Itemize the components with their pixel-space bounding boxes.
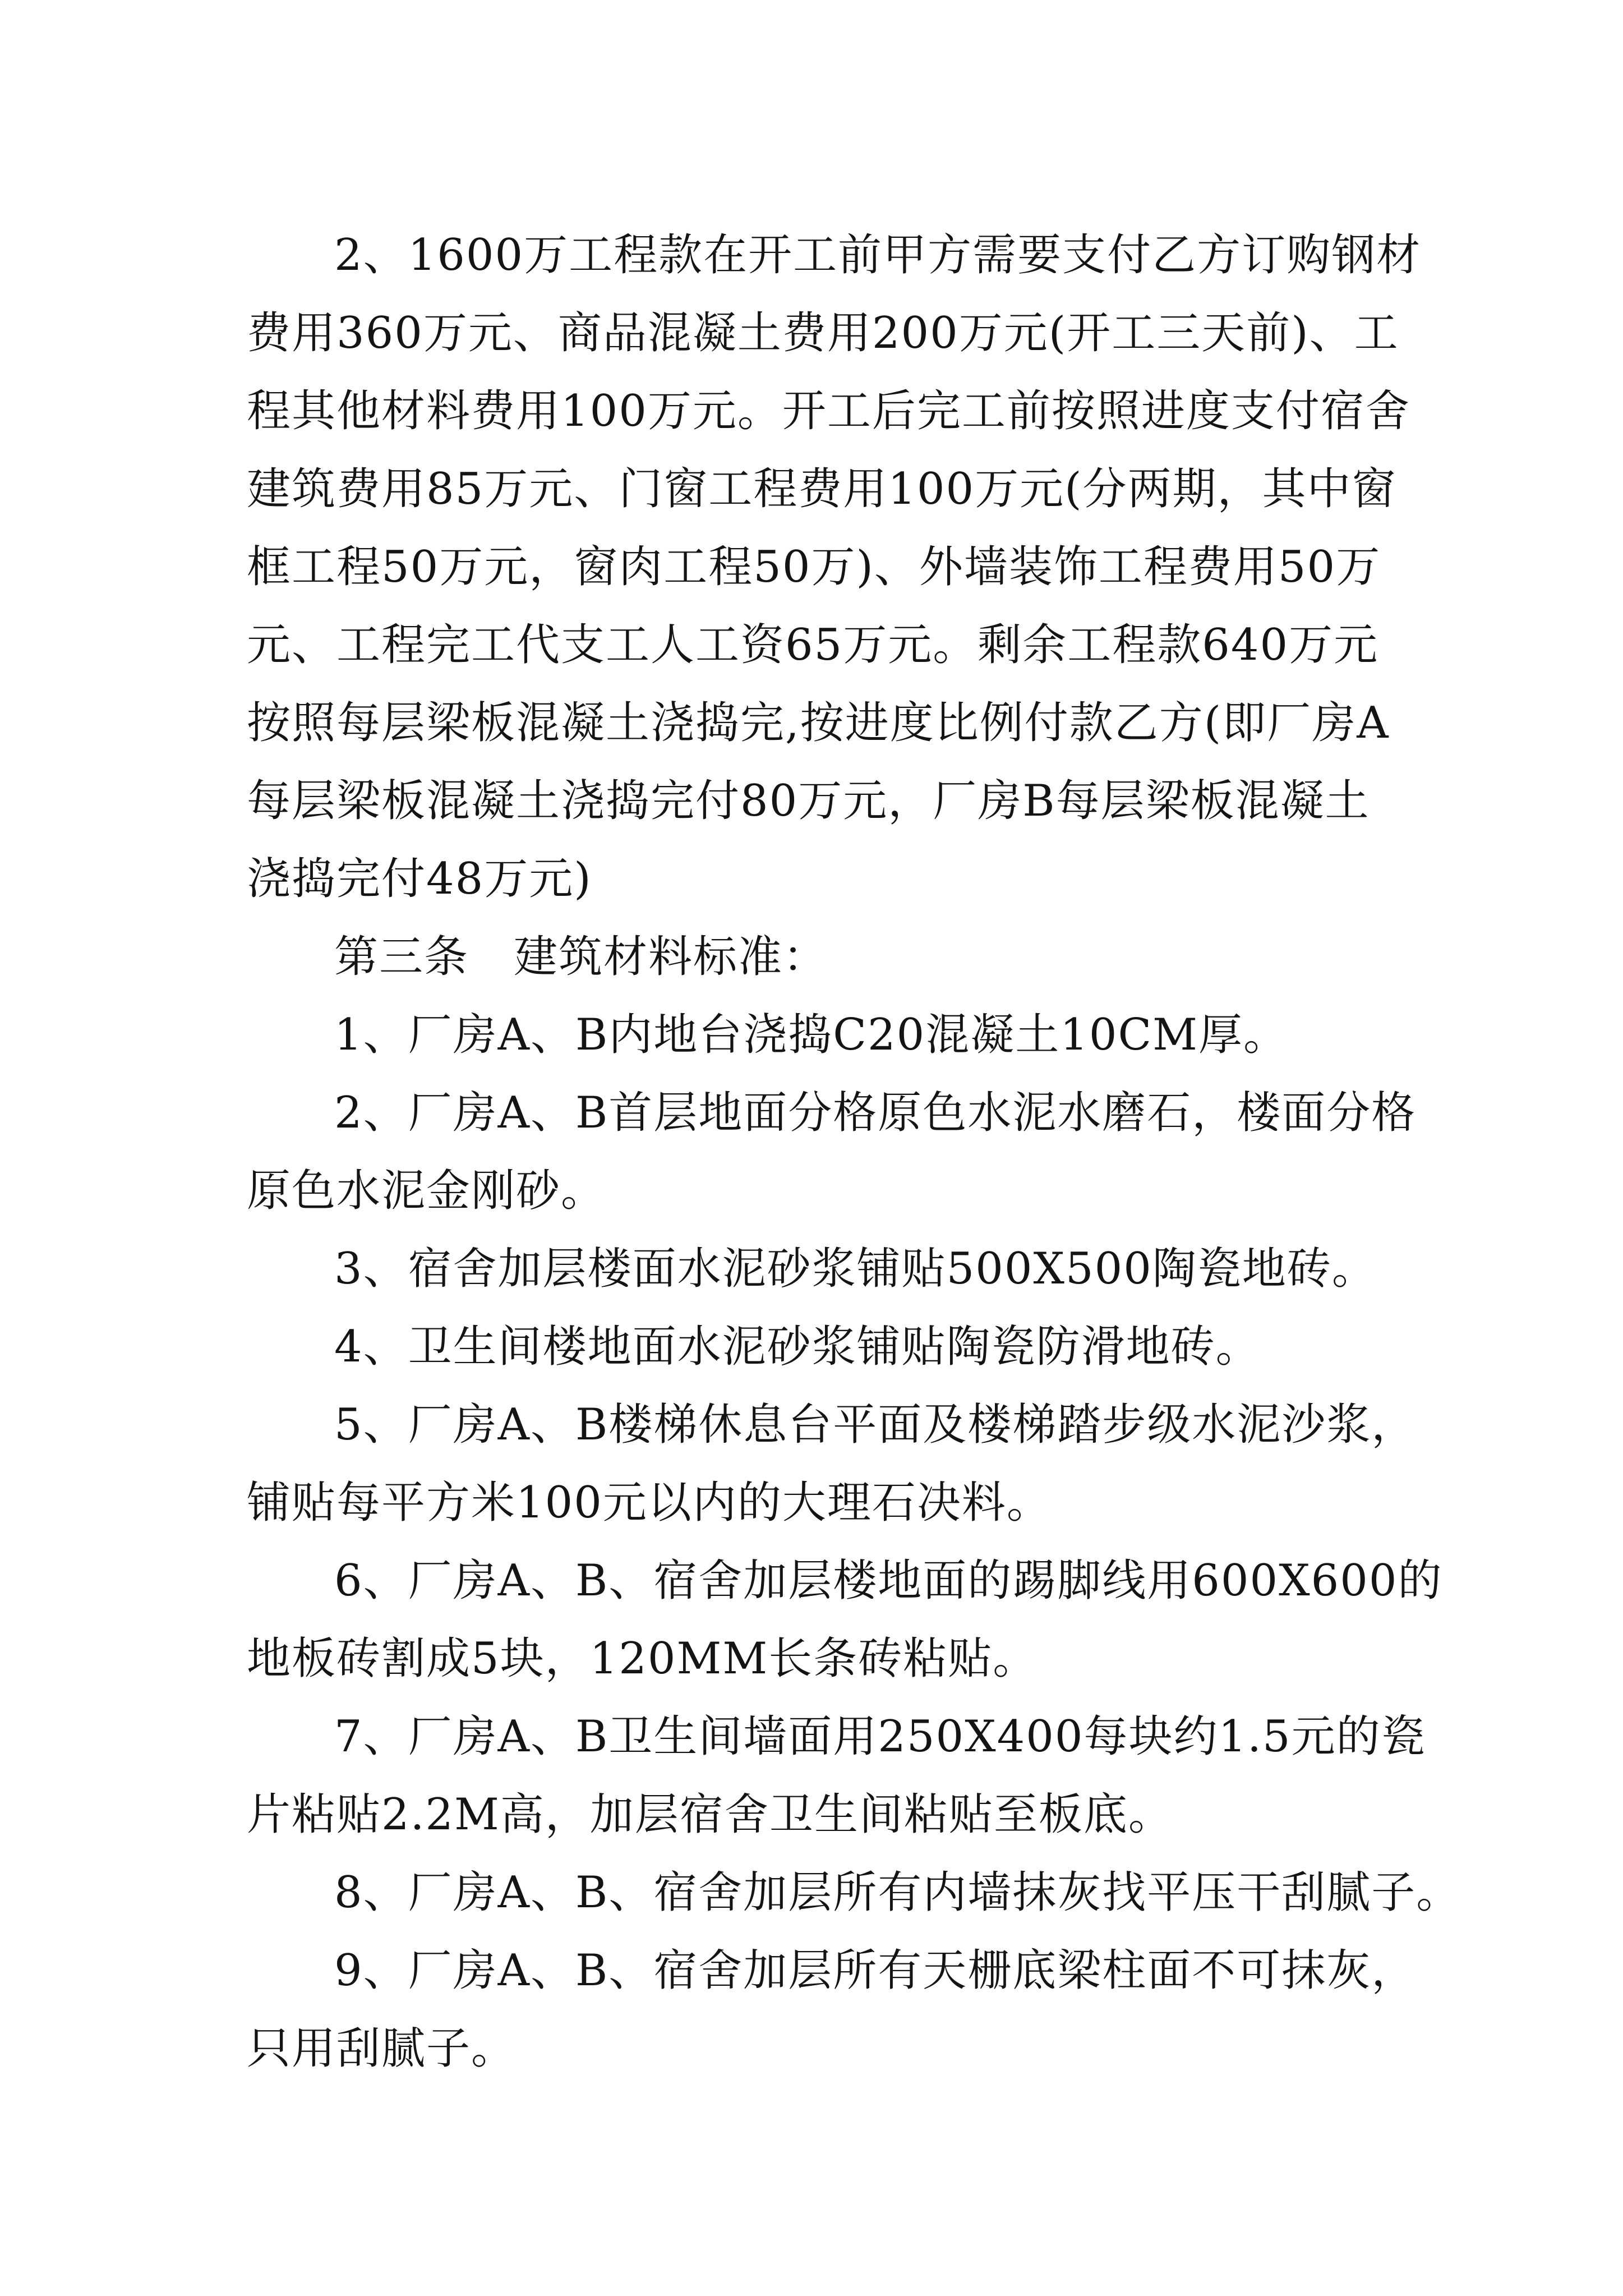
- item-6-line-1: 6、厂房A、B、宿舍加层楼地面的踢脚线用600X600的: [334, 1556, 1443, 1606]
- item-6-line-2: 地板砖割成5块，120MM长条砖粘贴。: [247, 1634, 1038, 1684]
- item-1-line-1: 1、厂房A、B内地台浇捣C20混凝土10CM厚。: [334, 1010, 1289, 1060]
- paragraph-line-2: 费用360万元、商品混凝土费用200万元(开工三天前)、工: [247, 308, 1399, 358]
- item-3-line-1: 3、宿舍加层楼面水泥砂浆铺贴500X500陶瓷地砖。: [334, 1244, 1377, 1294]
- paragraph-line-1: 2、1600万工程款在开工前甲方需要支付乙方订购钢材: [334, 230, 1422, 280]
- item-9-line-2: 只用刮腻子。: [247, 2023, 517, 2074]
- paragraph-line-4: 建筑费用85万元、门窗工程费用100万元(分两期，其中窗: [247, 464, 1397, 514]
- paragraph-line-6: 元、工程完工代支工人工资65万元。剩余工程款640万元: [247, 620, 1379, 670]
- item-2-line-1: 2、厂房A、B首层地面分格原色水泥水磨石，楼面分格: [334, 1088, 1417, 1138]
- paragraph-line-7: 按照每层梁板混凝土浇捣完,按进度比例付款乙方(即厂房A: [247, 698, 1390, 748]
- item-5-line-1: 5、厂房A、B楼梯休息台平面及楼梯踏步级水泥沙浆，: [334, 1400, 1417, 1450]
- document-body: [247, 217, 1461, 2088]
- section-heading: 第三条 建筑材料标准：: [334, 932, 828, 982]
- paragraph-line-5: 框工程50万元，窗肉工程50万)、外墙装饰工程费用50万: [247, 542, 1381, 592]
- paragraph-line-8: 每层梁板混凝土浇捣完付80万元，厂房B每层梁板混凝土: [247, 776, 1370, 826]
- item-9-line-1: 9、厂房A、B、宿舍加层所有天栅底梁柱面不可抹灰，: [334, 1945, 1417, 1996]
- item-5-line-2: 铺贴每平方米100元以内的大理石决料。: [247, 1478, 1052, 1528]
- item-7-line-1: 7、厂房A、B卫生间墙面用250X400每块约1.5元的瓷: [334, 1711, 1426, 1762]
- item-7-line-2: 片粘贴2.2M高，加层宿舍卫生间粘贴至板底。: [247, 1789, 1173, 1840]
- paragraph-line-3: 程其他材料费用100万元。开工后完工前按照进度支付宿舍: [247, 386, 1410, 436]
- paragraph-line-9: 浇捣完付48万元): [247, 854, 592, 904]
- item-2-line-2: 原色水泥金刚砂。: [247, 1166, 606, 1216]
- item-4-line-1: 4、卫生间楼地面水泥砂浆铺贴陶瓷防滑地砖。: [334, 1322, 1261, 1372]
- item-8-line-1: 8、厂房A、B、宿舍加层所有内墙抹灰找平压干刮腻子。: [334, 1867, 1461, 1918]
